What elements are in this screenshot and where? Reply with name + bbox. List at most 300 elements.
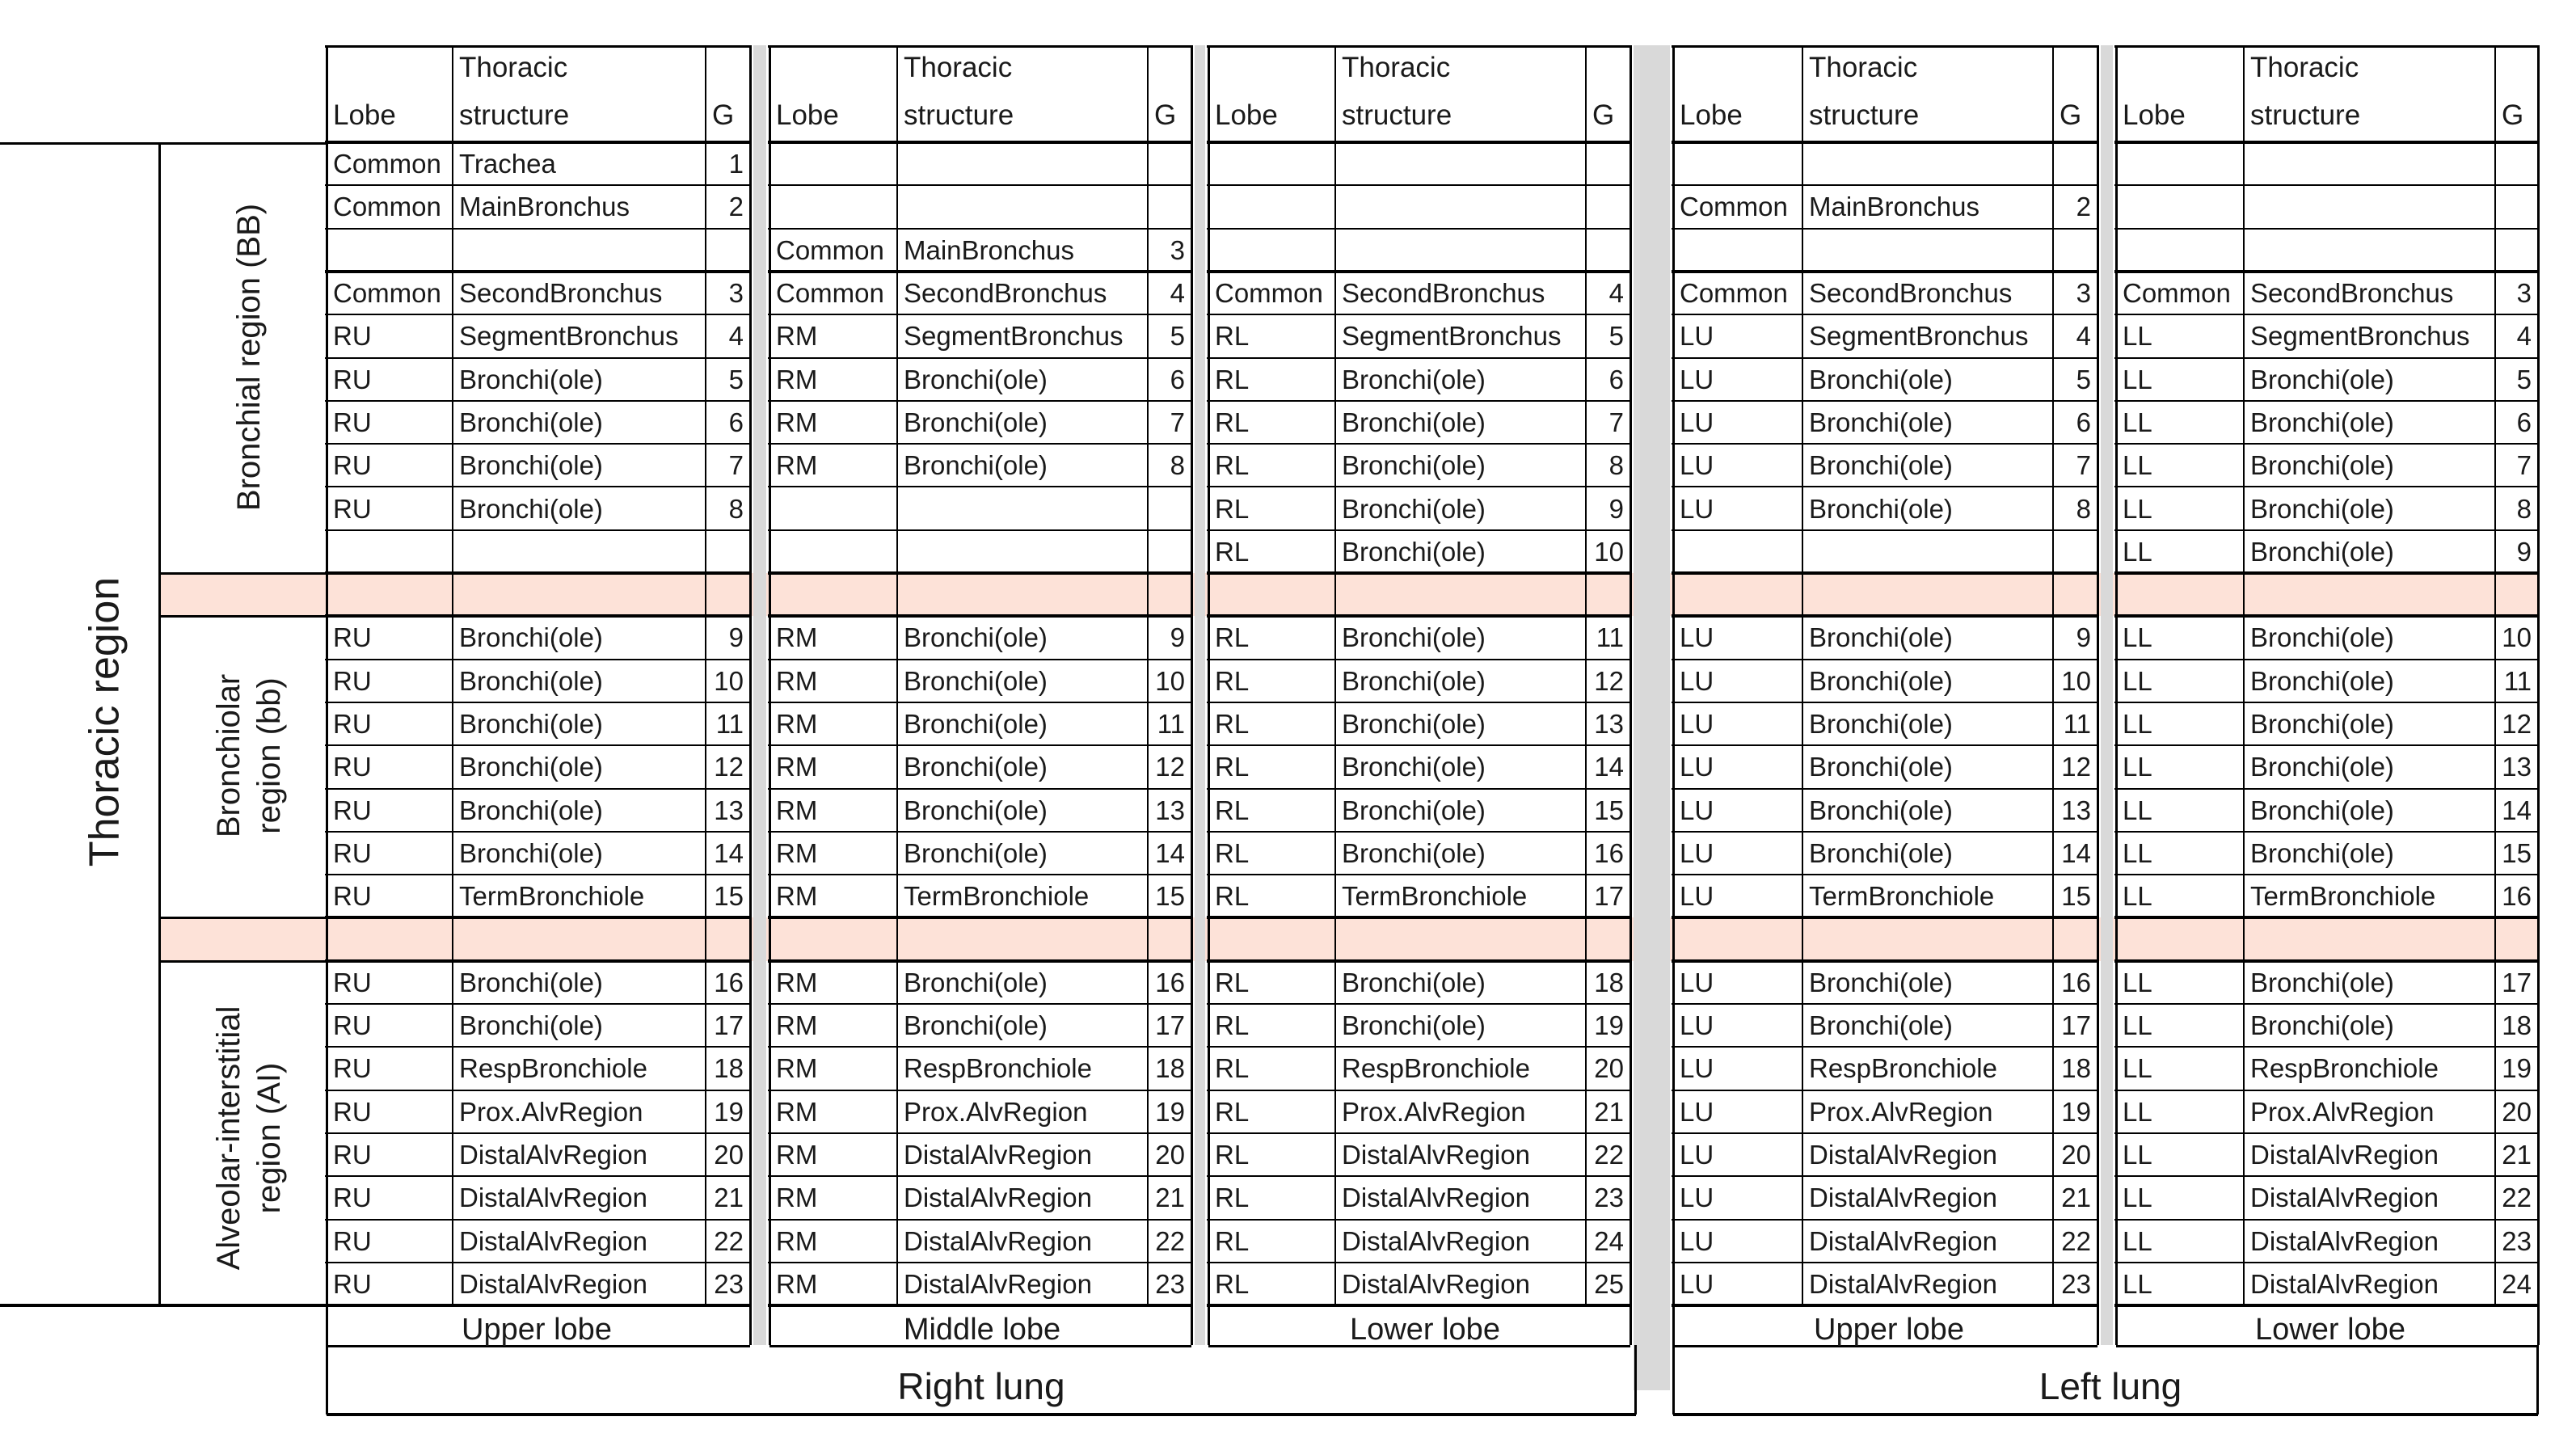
cell-generation: 8 [2076, 493, 2091, 524]
cell-lobe: RU [333, 752, 372, 782]
row-border [768, 831, 1193, 833]
cell-lobe [2116, 142, 2244, 185]
cell-generation: 2 [728, 192, 744, 222]
cell-lobe: RL [1215, 1225, 1250, 1256]
cell-structure: DistalAlvRegion [904, 1183, 1092, 1213]
cell-generation: 18 [1594, 967, 1624, 997]
cell-structure: DistalAlvRegion [904, 1225, 1092, 1256]
cell-generation [2495, 142, 2538, 185]
header-thoracic-structure [1802, 53, 2053, 150]
row-border [1207, 443, 1632, 445]
column-border [705, 45, 706, 1305]
row-border [1672, 614, 2099, 618]
cell-lobe: LU [1680, 1268, 1714, 1299]
cell-generation: 14 [714, 837, 744, 868]
cell-structure: MainBronchus [904, 234, 1074, 265]
row-border [1672, 1046, 2099, 1048]
row-border [1207, 314, 1632, 315]
cell-generation: 4 [1170, 278, 1185, 309]
cell-generation: 2 [2076, 192, 2091, 222]
header-bottom-border [1207, 141, 1632, 144]
cell-generation: 8 [2516, 493, 2532, 524]
cell-generation: 3 [728, 278, 744, 309]
cell-structure: Bronchi(ole) [2250, 709, 2394, 740]
cell-lobe: RL [1215, 709, 1250, 740]
cell-structure: Bronchi(ole) [459, 622, 603, 653]
cell-generation: 15 [2502, 837, 2532, 868]
cell-lobe: LL [2123, 967, 2152, 997]
cell-lobe: LL [2123, 364, 2152, 394]
cell-lobe: RM [776, 450, 818, 481]
header-text: G [712, 99, 735, 131]
cell-generation: 18 [2061, 1053, 2091, 1084]
row-border [325, 959, 752, 963]
cell-lobe: RU [333, 665, 372, 696]
cell-lobe: RL [1215, 665, 1250, 696]
row-border [1207, 1132, 1632, 1134]
cell-structure: Bronchi(ole) [459, 752, 603, 782]
cell-lobe: RL [1215, 493, 1250, 524]
cell-generation: 23 [2502, 1225, 2532, 1256]
row-border [1672, 1132, 2099, 1134]
cell-lobe: RU [333, 837, 372, 868]
cell-generation: 9 [1608, 493, 1624, 524]
row-border [1207, 357, 1632, 359]
cell-structure [1335, 185, 1586, 228]
row-border [325, 1219, 752, 1221]
row-border [325, 314, 752, 315]
row-border [2114, 443, 2540, 445]
cell-generation [706, 229, 750, 272]
cell-lobe: RL [1215, 364, 1250, 394]
row-border [1672, 529, 2099, 531]
cell-structure: DistalAlvRegion [1809, 1268, 1997, 1299]
cell-lobe: RU [333, 967, 372, 997]
row-border [1207, 916, 1632, 919]
cell-generation [1148, 487, 1191, 529]
row-border [325, 659, 752, 660]
row-border [2114, 571, 2540, 575]
cell-structure: Bronchi(ole) [904, 752, 1048, 782]
row-border [2114, 614, 2540, 618]
cell-lobe: RU [333, 1096, 372, 1127]
cell-generation: 10 [1594, 536, 1624, 567]
cell-structure: DistalAlvRegion [459, 1225, 647, 1256]
cell-generation: 15 [1155, 881, 1185, 912]
lung-box-bottom [1673, 1413, 2538, 1416]
header-text: Lobe [2123, 99, 2186, 131]
cell-structure: Bronchi(ole) [904, 1010, 1048, 1041]
cell-structure: SegmentBronchus [1809, 321, 2029, 352]
cell-generation [1148, 530, 1191, 573]
row-border [325, 788, 752, 790]
header-structure-line1: Thoracic [459, 52, 568, 83]
row-border [1207, 614, 1632, 618]
row-border [1672, 270, 2099, 273]
row-border [1207, 1219, 1632, 1221]
row-border [1672, 1003, 2099, 1005]
cell-lobe: LU [1680, 881, 1714, 912]
row-border [325, 529, 752, 531]
cell-structure: Bronchi(ole) [1342, 622, 1486, 653]
column-border [1802, 45, 1803, 1305]
lung-box-bottom [327, 1413, 1636, 1416]
cell-lobe: RM [776, 1183, 818, 1213]
cell-lobe [327, 530, 453, 573]
row-border [768, 614, 1193, 618]
row-border [768, 529, 1193, 531]
row-border [768, 1304, 1193, 1307]
cell-generation [2495, 185, 2538, 228]
row-border [325, 916, 752, 919]
cell-generation: 11 [715, 709, 744, 740]
cell-generation [2053, 530, 2097, 573]
cell-generation: 12 [1155, 752, 1185, 782]
header-text: G [1154, 99, 1177, 131]
lobe-label-right-upper: Upper lobe [462, 1313, 612, 1347]
cell-generation: 5 [1608, 321, 1624, 352]
row-border [768, 1003, 1193, 1005]
cell-generation: 20 [2061, 1140, 2091, 1170]
region-separator-line [158, 615, 327, 618]
cell-structure: Bronchi(ole) [904, 665, 1048, 696]
header-bottom-border [325, 141, 752, 144]
header-bottom-border [2114, 141, 2540, 144]
cell-lobe: LL [2123, 1053, 2152, 1084]
row-border [2114, 1262, 2540, 1263]
cell-generation: 9 [2076, 622, 2091, 653]
cell-generation: 10 [2502, 622, 2532, 653]
cell-lobe: LU [1680, 837, 1714, 868]
cell-lobe: RM [776, 752, 818, 782]
cell-lobe: LU [1680, 364, 1714, 394]
cell-lobe: RU [333, 1268, 372, 1299]
cell-structure: RespBronchiole [2250, 1053, 2439, 1084]
cell-generation: 21 [1594, 1096, 1624, 1127]
cell-structure: Bronchi(ole) [904, 407, 1048, 437]
cell-lobe: RL [1215, 407, 1250, 437]
cell-generation: 22 [714, 1225, 744, 1256]
cell-generation: 16 [1155, 967, 1185, 997]
cell-structure: RespBronchiole [459, 1053, 647, 1084]
cell-generation: 6 [2516, 407, 2532, 437]
row-border [768, 571, 1193, 575]
row-border [2114, 1090, 2540, 1091]
cell-structure: Bronchi(ole) [1342, 709, 1486, 740]
row-border [768, 959, 1193, 963]
header-bottom-border [1672, 141, 2099, 144]
cell-generation: 16 [2502, 881, 2532, 912]
row-border [1672, 184, 2099, 186]
header-lobe [769, 53, 897, 150]
row-border [1672, 702, 2099, 703]
region-label-ai: Alveolar-interstitial region (AI) [211, 1006, 287, 1271]
row-border [768, 916, 1193, 919]
cell-structure: DistalAlvRegion [904, 1140, 1092, 1170]
cell-generation: 9 [1170, 622, 1185, 653]
cell-generation: 17 [1155, 1010, 1185, 1041]
cell-generation: 9 [2516, 536, 2532, 567]
row-border [325, 874, 752, 875]
row-border [325, 400, 752, 402]
cell-structure: Bronchi(ole) [2250, 795, 2394, 825]
row-border [2114, 702, 2540, 703]
cell-generation: 13 [714, 795, 744, 825]
cell-lobe: RM [776, 1140, 818, 1170]
cell-lobe: LU [1680, 967, 1714, 997]
cell-generation: 20 [714, 1140, 744, 1170]
cell-generation: 3 [1170, 234, 1185, 265]
cell-lobe [769, 185, 897, 228]
cell-structure: Bronchi(ole) [1809, 752, 1953, 782]
cell-lobe: RL [1215, 450, 1250, 481]
cell-generation: 5 [2076, 364, 2091, 394]
row-border [2114, 1003, 2540, 1005]
cell-lobe: LU [1680, 1183, 1714, 1213]
row-border [1207, 529, 1632, 531]
row-border [768, 443, 1193, 445]
row-border [325, 1090, 752, 1091]
cell-lobe: LL [2123, 1268, 2152, 1299]
cell-lobe: LL [2123, 1096, 2152, 1127]
cell-lobe: LL [2123, 622, 2152, 653]
row-border [1207, 744, 1632, 746]
cell-lobe: RM [776, 1010, 818, 1041]
cell-generation: 4 [2076, 321, 2091, 352]
cell-generation: 17 [714, 1010, 744, 1041]
cell-lobe [1208, 185, 1335, 228]
cell-structure: Bronchi(ole) [459, 450, 603, 481]
cell-structure [897, 530, 1148, 573]
column-border [326, 45, 328, 1305]
row-border [768, 357, 1193, 359]
cell-structure [1335, 229, 1586, 272]
cell-generation: 20 [2502, 1096, 2532, 1127]
row-border [768, 400, 1193, 402]
cell-structure: Bronchi(ole) [1342, 493, 1486, 524]
cell-lobe: RU [333, 1140, 372, 1170]
cell-lobe: RU [333, 364, 372, 394]
row-border [1672, 744, 2099, 746]
cell-structure [1335, 142, 1586, 185]
cell-generation: 17 [1594, 881, 1624, 912]
cell-lobe: RL [1215, 795, 1250, 825]
cell-structure: Prox.AlvRegion [2250, 1096, 2435, 1127]
lobe-gap-column [753, 45, 766, 1345]
cell-structure: Prox.AlvRegion [1342, 1096, 1526, 1127]
cell-generation: 24 [2502, 1268, 2532, 1299]
cell-structure: Bronchi(ole) [1809, 795, 1953, 825]
cell-structure: Bronchi(ole) [1809, 967, 1953, 997]
row-border [768, 1219, 1193, 1221]
cell-structure [897, 185, 1148, 228]
row-border [1207, 959, 1632, 963]
cell-generation: 10 [1155, 665, 1185, 696]
cell-lobe: RU [333, 795, 372, 825]
row-border [1672, 314, 2099, 315]
column-border [452, 45, 453, 1305]
header-bottom-border [768, 141, 1193, 144]
row-border [2114, 357, 2540, 359]
cell-structure: Bronchi(ole) [1342, 450, 1486, 481]
cell-lobe: RL [1215, 321, 1250, 352]
row-border [1207, 400, 1632, 402]
cell-lobe: RU [333, 407, 372, 437]
cell-structure [1802, 229, 2053, 272]
cell-structure: Bronchi(ole) [2250, 407, 2394, 437]
header-top-border [1672, 45, 2099, 48]
cell-structure: Bronchi(ole) [1342, 364, 1486, 394]
cell-lobe: LL [2123, 450, 2152, 481]
cell-lobe [2116, 185, 2244, 228]
row-border [1672, 959, 2099, 963]
cell-lobe: RU [333, 881, 372, 912]
cell-lobe: Common [1680, 278, 1788, 309]
cell-lobe [1208, 142, 1335, 185]
header-text: Lobe [1215, 99, 1278, 131]
row-border [1672, 400, 2099, 402]
row-border [325, 1046, 752, 1048]
cell-structure: DistalAlvRegion [1342, 1268, 1530, 1299]
row-border [768, 184, 1193, 186]
cell-lobe: LU [1680, 407, 1714, 437]
cell-lobe: LU [1680, 450, 1714, 481]
cell-structure: Bronchi(ole) [904, 795, 1048, 825]
row-border [1207, 831, 1632, 833]
cell-lobe: RU [333, 450, 372, 481]
cell-generation: 6 [1608, 364, 1624, 394]
row-border [1207, 1175, 1632, 1177]
row-border [768, 788, 1193, 790]
cell-generation: 15 [1594, 795, 1624, 825]
header-thoracic-structure [2244, 53, 2495, 150]
cell-structure: DistalAlvRegion [1342, 1140, 1530, 1170]
row-border [768, 1175, 1193, 1177]
cell-structure: DistalAlvRegion [2250, 1268, 2439, 1299]
cell-lobe: LL [2123, 665, 2152, 696]
cell-structure: DistalAlvRegion [459, 1268, 647, 1299]
row-border [1672, 1219, 2099, 1221]
cell-lobe: RL [1215, 752, 1250, 782]
cell-structure: MainBronchus [1809, 192, 1979, 222]
cell-lobe: LL [2123, 1140, 2152, 1170]
cell-structure: Bronchi(ole) [1342, 837, 1486, 868]
header-structure-line2: structure [2250, 99, 2361, 131]
cell-lobe [2116, 229, 2244, 272]
region-label-bb-lower: Bronchiolar region (bb) [211, 673, 287, 838]
cell-structure: Bronchi(ole) [904, 837, 1048, 868]
cell-lobe: LL [2123, 709, 2152, 740]
cell-generation: 19 [2061, 1096, 2091, 1127]
row-border [1207, 184, 1632, 186]
cell-structure: Bronchi(ole) [2250, 450, 2394, 481]
cell-structure: Bronchi(ole) [904, 622, 1048, 653]
region-separator-band [160, 573, 2538, 616]
cell-structure: TermBronchiole [1809, 881, 1995, 912]
cell-lobe: LL [2123, 881, 2152, 912]
column-border [896, 45, 898, 1305]
cell-lobe: LU [1680, 622, 1714, 653]
row-border [325, 228, 752, 230]
column-border [1334, 45, 1336, 1305]
row-border [325, 831, 752, 833]
column-border [2097, 45, 2099, 1305]
column-border [2052, 45, 2054, 1305]
row-border [768, 1090, 1193, 1091]
column-border [2115, 45, 2118, 1305]
cell-lobe [1208, 229, 1335, 272]
cell-structure: Bronchi(ole) [459, 364, 603, 394]
cell-structure: RespBronchiole [1809, 1053, 1997, 1084]
row-border [2114, 486, 2540, 487]
cell-lobe: RL [1215, 1053, 1250, 1084]
row-border [2114, 270, 2540, 273]
cell-lobe: RU [333, 321, 372, 352]
cell-generation: 22 [1155, 1225, 1185, 1256]
header-text: Lobe [1680, 99, 1743, 131]
cell-generation: 21 [2502, 1140, 2532, 1170]
lobe-gap-column [1634, 45, 1670, 1390]
cell-structure: Bronchi(ole) [1809, 364, 1953, 394]
column-border [769, 45, 771, 1305]
cell-lobe: LU [1680, 321, 1714, 352]
cell-structure: DistalAlvRegion [2250, 1225, 2439, 1256]
cell-generation: 24 [1594, 1225, 1624, 1256]
cell-generation: 6 [2076, 407, 2091, 437]
lobe-label-left-upper: Upper lobe [1814, 1313, 1964, 1347]
cell-generation: 8 [728, 493, 744, 524]
cell-structure: Bronchi(ole) [1809, 1010, 1953, 1041]
cell-lobe: LL [2123, 407, 2152, 437]
row-border [325, 1003, 752, 1005]
row-border [2114, 1132, 2540, 1134]
cell-lobe: RM [776, 881, 818, 912]
cell-structure: Bronchi(ole) [2250, 837, 2394, 868]
cell-lobe: RU [333, 709, 372, 740]
cell-structure: SegmentBronchus [1342, 321, 1562, 352]
lobe-label-right-lower: Lower lobe [1350, 1313, 1500, 1347]
cell-generation: 9 [728, 622, 744, 653]
cell-lobe: LL [2123, 752, 2152, 782]
region-separator-band [160, 917, 2538, 960]
cell-lobe: LL [2123, 1225, 2152, 1256]
cell-structure: TermBronchiole [459, 881, 645, 912]
cell-generation: 8 [1170, 450, 1185, 481]
cell-structure: Bronchi(ole) [1809, 450, 1953, 481]
cell-generation: 20 [1594, 1053, 1624, 1084]
cell-structure: SecondBronchus [1342, 278, 1545, 309]
cell-lobe: RM [776, 1268, 818, 1299]
row-border [768, 1132, 1193, 1134]
lobe-box-side [749, 1305, 752, 1345]
header-text: G [2502, 99, 2524, 131]
cell-lobe: RL [1215, 1010, 1250, 1041]
cell-structure: DistalAlvRegion [1342, 1183, 1530, 1213]
region-separator-line [158, 917, 327, 919]
cell-lobe: RU [333, 1225, 372, 1256]
row-border [325, 184, 752, 186]
header-structure-line1: Thoracic [1342, 52, 1451, 83]
cell-structure: SegmentBronchus [459, 321, 679, 352]
cell-lobe: RM [776, 622, 818, 653]
cell-lobe: RU [333, 622, 372, 653]
header-thoracic-structure [453, 53, 706, 150]
row-border [1672, 659, 2099, 660]
row-border [325, 270, 752, 273]
header-structure-line1: Thoracic [1809, 52, 1918, 83]
cell-lobe: LU [1680, 665, 1714, 696]
cell-generation: 18 [714, 1053, 744, 1084]
